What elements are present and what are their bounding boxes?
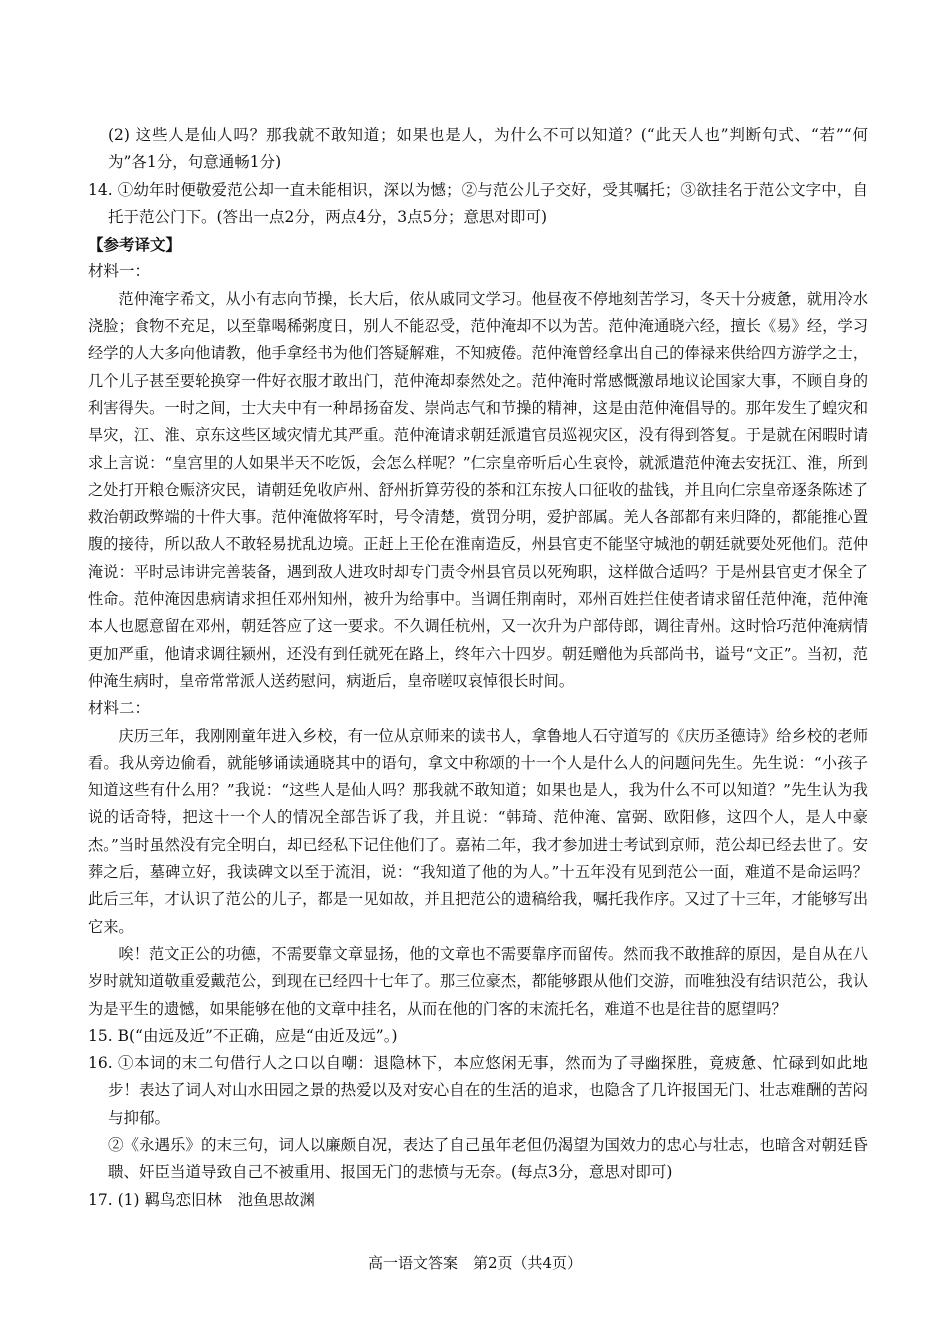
answer-13-2: (2) 这些人是仙人吗？那我就不敢知道；如果也是人，为什么不可以知道？(“此天人也”判断句式、“若”“何为”各1分，句意通畅1分) xyxy=(108,126,868,172)
material-2-paragraph-2: 唉！范文正公的功德，不需要靠文章显扬，他的文章也不需要靠序而留传。然而我不敢推辞的原因，是自从在八岁时就知道敬重爱戴范公，到现在已经四十七年了。那三位豪杰，都能够跟从他们交游，而唯独没有结识范公，我认为是平生的遗憾，如果能够在他的文章中挂名，从而在他的门客的末流托名，难道不也是往昔的愿望吗？ xyxy=(88,944,868,1018)
answer-16-2: ②《永遇乐》的末三句，词人以廉颇自况，表达了自己虽年老但仍渴望为国效力的忠心与壮志，也暗含对朝廷昏聩、奸臣当道导致自己不被重用、报国无门的悲愤与无奈。(每点3分，意思对即可) xyxy=(108,1135,868,1182)
answer-17-1: 17. (1) 羁鸟恋旧林 池鱼思故渊 xyxy=(88,1190,315,1209)
material-1-label: 材料一： xyxy=(88,262,151,281)
translation-heading: 【参考译文】 xyxy=(88,235,182,255)
page-content xyxy=(88,122,868,1214)
answer-14: 14. ①幼年时便敬爱范公却一直未能相识，深以为憾；②与范公儿子交好，受其嘱托；③欲挂名于范公文字中，自托于范公门下。(答出一点2分，两点4分，3点5分；意思对即可) xyxy=(88,180,868,226)
material-2-label: 材料二： xyxy=(88,699,151,718)
page-footer: 高一语文答案 第2页（共4页） xyxy=(367,1254,583,1272)
material-1-text: 范仲淹字希文，从小有志向节操，长大后，依从戚同文学习。他昼夜不停地刻苦学习，冬天十分疲惫，就用冷水浇脸；食物不充足，以至靠喝稀粥度日，别人不能忍受，范仲淹却不以为苦。范仲淹通晓六经，擅长《易》经，学习经学的人大多向他请教，他手拿经书为他们答疑解难，不知疲倦。范仲淹曾经拿出自己的俸禄来供给四方游学之士，几个儿子甚至要轮换穿一件好衣服才敢出门，范仲淹却泰然处之。范仲淹时常感慨激昂地议论国家大事，不顾自身的利害得失。一时之间，士大夫中有一种昂扬奋发、崇尚志气和节操的精神，这是由范仲淹倡导的。那年发生了蝗灾和旱灾，江、淮、京东这些区域灾情尤其严重。范仲淹请求朝廷派遣官员巡视灾区，没有得到答复。于是就在闲暇时请求上言说：“皇宫里的人如果半天不吃饭，会怎么样呢？”仁宗皇帝听后心生哀怜，就派遣范仲淹去安抚江、淮，所到之处打开粮仓赈济灾民，请朝廷免收庐州、舒州折算劳役的茶和江东按人口征收的盐钱，并且向仁宗皇帝逐条陈述了救治朝政弊端的十件大事。范仲淹做将军时，号令清楚，赏罚分明，爱护部属。羌人各部都有来归降的，都能推心置腹的接待，所以敌人不敢轻易扰乱边境。正赶上王伦在淮南造反，州县官吏不能坚守城池的朝廷就要处死他们。范仲淹说：平时忌讳讲完善装备，遇到敌人进攻时却专门责令州县官员以死殉职，这样做合适吗？于是州县官吏才保全了性命。范仲淹因患病请求担任邓州知州，被升为给事中。当调任荆南时，邓州百姓拦住使者请求留任范仲淹，范仲淹本人也愿意留在邓州，朝廷答应了这一要求。不久调任杭州，又一次升为户部侍郎，调往青州。这时恰巧范仲淹病情更加严重，他请求调往颍州，还没有到任就死在路上，终年六十四岁。朝廷赠他为兵部尚书，谥号“文正”。当初，范仲淹生病时，皇帝常常派人送药慰问，病逝后，皇帝嗟叹哀悼很长时间。 xyxy=(88,289,868,690)
material-2-paragraph-1: 庆历三年，我刚刚童年进入乡校，有一位从京师来的读书人，拿鲁地人石守道写的《庆历圣德诗》给乡校的老师看。我从旁边偷看，就能够诵读通晓其中的语句，拿文中称颂的十一个人是什么人的问题问先生。先生说：“小孩子知道这些有什么用？”我说：“这些人是仙人吗？那我就不敢知道；如果也是人，我为什么不可以知道？”先生认为我说的话奇特，把这十一个人的情况全部告诉了我，并且说：“韩琦、范仲淹、富弼、欧阳修，这四个人，是人中豪杰。”当时虽然没有完全明白，却已经私下记住他们了。嘉祐二年，我才参加进士考试到京师，范公却已经去世了。安葬之后，墓碑立好，我读碑文以至于流泪，说：“我知道了他的为人。”十五年没有见到范公一面，难道不是命运吗？此后三年，才认识了范公的儿子，都是一见如故，并且把范公的遗稿给我，嘱托我作序。又过了十三年，才能够写出它来。 xyxy=(88,726,868,936)
answer-15: 15. B(“由远及近”不正确，应是“由近及远”。) xyxy=(88,1026,398,1045)
answer-16-1: 16. ①本词的末二句借行人之口以自嘲：退隐林下，本应悠闲无事，然而为了寻幽探胜，竟疲惫、忙碌到如此地步！表达了词人对山水田园之景的热爱以及对安心自在的生活的追求，也隐含了几许报国无门、壮志难酬的苦闷与抑郁。 xyxy=(88,1054,868,1127)
